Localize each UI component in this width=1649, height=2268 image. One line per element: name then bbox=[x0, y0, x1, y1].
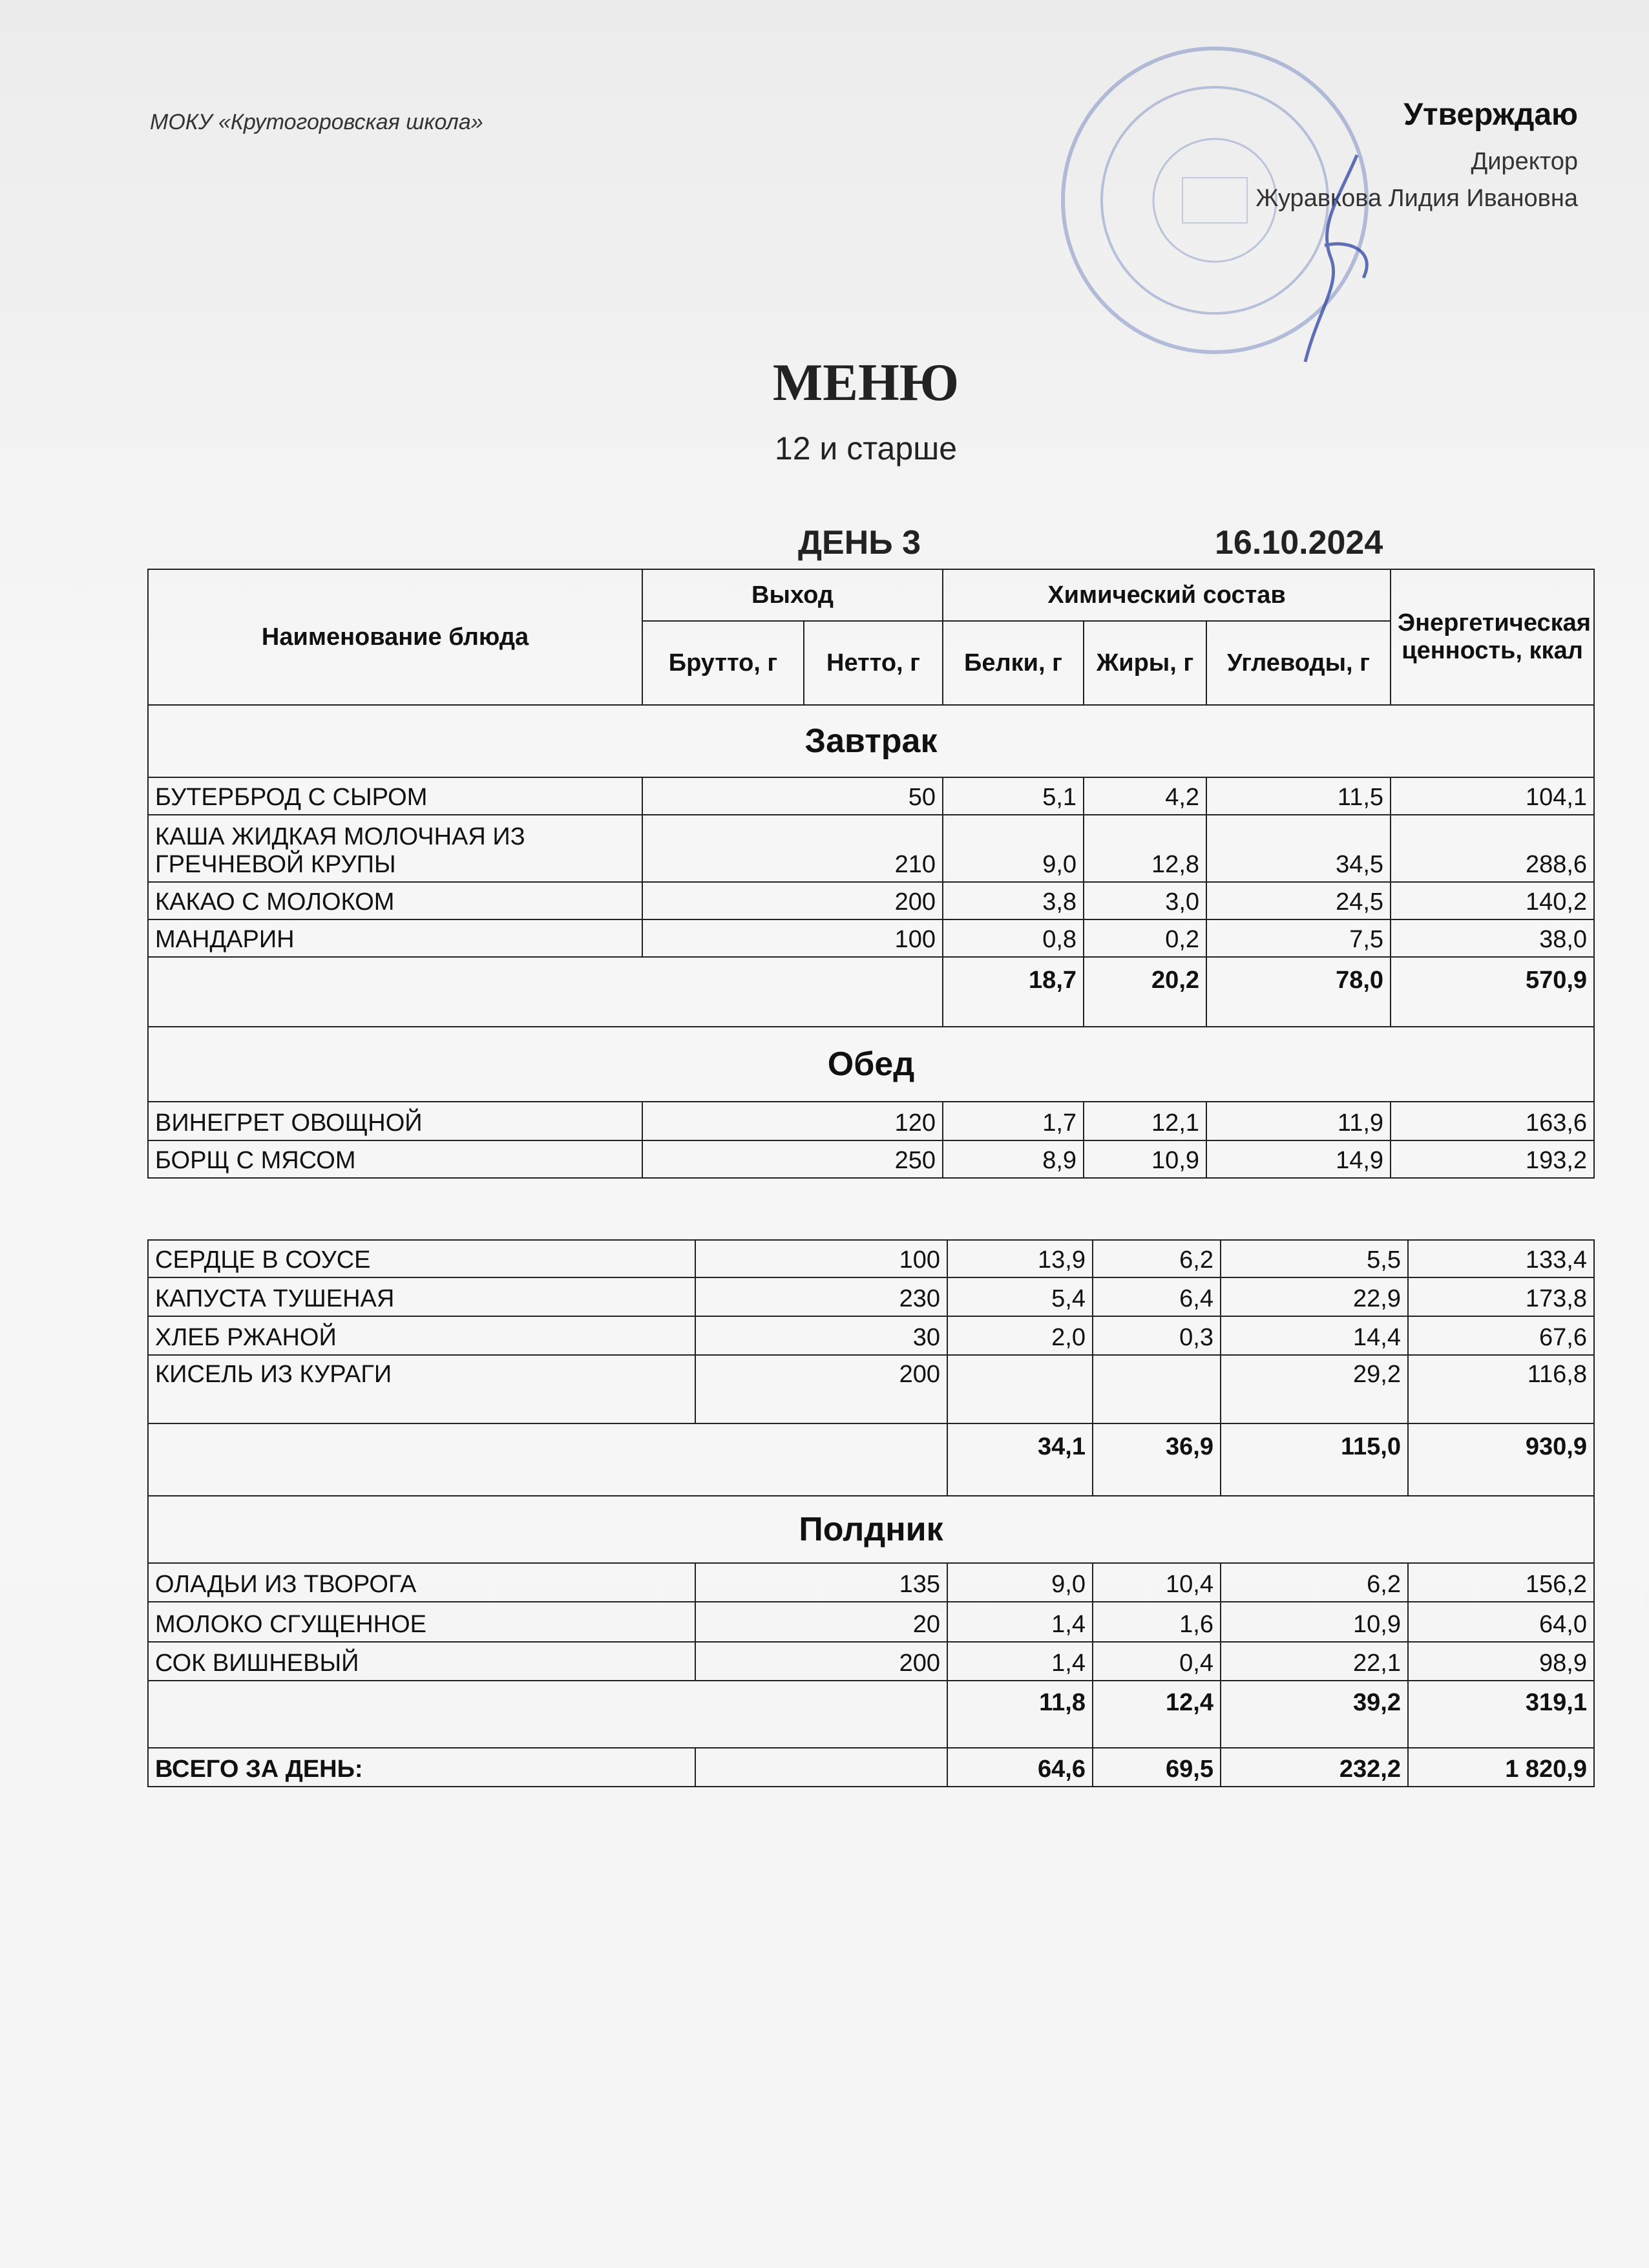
header-chemical: Химический состав bbox=[943, 569, 1391, 621]
protein-cell: 1,4 bbox=[947, 1642, 1093, 1681]
table-row bbox=[148, 1602, 1594, 1642]
dish-name: СЕРДЦЕ В СОУСЕ bbox=[148, 1240, 695, 1277]
dish-name: ОЛАДЬИ ИЗ ТВОРОГА bbox=[148, 1563, 695, 1602]
protein-cell: 3,8 bbox=[943, 882, 1084, 919]
section-snack: Полдник bbox=[148, 1496, 1594, 1563]
carb-total: 39,2 bbox=[1221, 1681, 1408, 1748]
section-breakfast: Завтрак bbox=[148, 705, 1594, 777]
protein-cell: 0,8 bbox=[943, 919, 1084, 957]
fat-cell: 4,2 bbox=[1084, 777, 1206, 815]
netto-cell: 20 bbox=[695, 1602, 947, 1642]
carb-cell: 22,1 bbox=[1221, 1642, 1408, 1681]
day-total-row bbox=[148, 1748, 1594, 1787]
carb-cell: 11,9 bbox=[1206, 1102, 1391, 1140]
fat-cell: 6,4 bbox=[1093, 1277, 1221, 1316]
energy-cell: 193,2 bbox=[1391, 1140, 1594, 1178]
table-row bbox=[148, 777, 1594, 815]
carb-cell: 11,5 bbox=[1206, 777, 1391, 815]
fat-cell: 3,0 bbox=[1084, 882, 1206, 919]
energy-total: 930,9 bbox=[1408, 1423, 1594, 1496]
header-energy: Энергетическая ценность, ккал bbox=[1391, 569, 1594, 705]
header-dish-name: Наименование блюда bbox=[148, 569, 642, 705]
fat-cell: 12,8 bbox=[1084, 815, 1206, 882]
carb-cell: 22,9 bbox=[1221, 1277, 1408, 1316]
dish-name: КАПУСТА ТУШЕНАЯ bbox=[148, 1277, 695, 1316]
header-brutto: Брутто, г bbox=[642, 621, 804, 705]
fat-cell: 0,3 bbox=[1093, 1316, 1221, 1355]
carb-cell: 34,5 bbox=[1206, 815, 1391, 882]
table-row bbox=[148, 1316, 1594, 1355]
subtotal-row bbox=[148, 1423, 1594, 1496]
energy-cell: 67,6 bbox=[1408, 1316, 1594, 1355]
energy-cell: 163,6 bbox=[1391, 1102, 1594, 1140]
protein-total: 18,7 bbox=[943, 957, 1084, 1027]
fat-cell: 12,1 bbox=[1084, 1102, 1206, 1140]
carb-cell: 7,5 bbox=[1206, 919, 1391, 957]
subtotal-row bbox=[148, 957, 1594, 1027]
fat-total: 36,9 bbox=[1093, 1423, 1221, 1496]
protein-cell: 5,1 bbox=[943, 777, 1084, 815]
director-position: Директор bbox=[1471, 148, 1578, 175]
energy-cell: 98,9 bbox=[1408, 1642, 1594, 1681]
organization-name: МОКУ «Крутогоровская школа» bbox=[150, 110, 483, 134]
dish-name: БОРЩ С МЯСОМ bbox=[148, 1140, 642, 1178]
energy-cell: 38,0 bbox=[1391, 919, 1594, 957]
protein-cell: 1,4 bbox=[947, 1602, 1093, 1642]
dish-name: БУТЕРБРОД С СЫРОМ bbox=[148, 777, 642, 815]
energy-cell: 156,2 bbox=[1408, 1563, 1594, 1602]
day-total-label: ВСЕГО ЗА ДЕНЬ: bbox=[148, 1748, 695, 1787]
table-row bbox=[148, 882, 1594, 919]
dish-name: СОК ВИШНЕВЫЙ bbox=[148, 1642, 695, 1681]
protein-cell: 13,9 bbox=[947, 1240, 1093, 1277]
table-row bbox=[148, 1240, 1594, 1277]
fat-cell: 6,2 bbox=[1093, 1240, 1221, 1277]
carb-cell: 24,5 bbox=[1206, 882, 1391, 919]
carb-cell: 5,5 bbox=[1221, 1240, 1408, 1277]
protein-cell: 1,7 bbox=[943, 1102, 1084, 1140]
fat-cell: 0,2 bbox=[1084, 919, 1206, 957]
table-row bbox=[148, 1642, 1594, 1681]
signature bbox=[1279, 149, 1409, 368]
netto-cell: 120 bbox=[642, 1102, 943, 1140]
day-total-netto bbox=[695, 1748, 947, 1787]
carb-cell: 14,4 bbox=[1221, 1316, 1408, 1355]
header-fat: Жиры, г bbox=[1084, 621, 1206, 705]
energy-cell: 288,6 bbox=[1391, 815, 1594, 882]
page-title: МЕНЮ bbox=[772, 353, 960, 412]
netto-cell: 100 bbox=[695, 1240, 947, 1277]
subtotal-label bbox=[148, 957, 943, 1027]
carb-cell: 29,2 bbox=[1221, 1355, 1408, 1423]
fat-cell bbox=[1093, 1355, 1221, 1423]
fat-cell: 10,4 bbox=[1093, 1563, 1221, 1602]
protein-total: 64,6 bbox=[947, 1748, 1093, 1787]
carb-total: 232,2 bbox=[1221, 1748, 1408, 1787]
protein-cell bbox=[947, 1355, 1093, 1423]
energy-total: 570,9 bbox=[1391, 957, 1594, 1027]
header-protein: Белки, г bbox=[943, 621, 1084, 705]
table-row bbox=[148, 1277, 1594, 1316]
protein-cell: 2,0 bbox=[947, 1316, 1093, 1355]
energy-cell: 104,1 bbox=[1391, 777, 1594, 815]
carb-cell: 6,2 bbox=[1221, 1563, 1408, 1602]
energy-total: 319,1 bbox=[1408, 1681, 1594, 1748]
subtotal-label bbox=[148, 1423, 947, 1496]
header-netto: Нетто, г bbox=[804, 621, 943, 705]
table-row bbox=[148, 1102, 1594, 1140]
dish-name: КИСЕЛЬ ИЗ КУРАГИ bbox=[148, 1355, 695, 1423]
netto-cell: 230 bbox=[695, 1277, 947, 1316]
fat-cell: 1,6 bbox=[1093, 1602, 1221, 1642]
netto-cell: 30 bbox=[695, 1316, 947, 1355]
protein-total: 11,8 bbox=[947, 1681, 1093, 1748]
energy-cell: 133,4 bbox=[1408, 1240, 1594, 1277]
dish-name: МОЛОКО СГУЩЕННОЕ bbox=[148, 1602, 695, 1642]
fat-cell: 10,9 bbox=[1084, 1140, 1206, 1178]
menu-date: 16.10.2024 bbox=[1215, 524, 1383, 562]
energy-cell: 140,2 bbox=[1391, 882, 1594, 919]
energy-cell: 64,0 bbox=[1408, 1602, 1594, 1642]
netto-cell: 250 bbox=[642, 1140, 943, 1178]
energy-cell: 173,8 bbox=[1408, 1277, 1594, 1316]
age-group: 12 и старше bbox=[774, 430, 958, 467]
netto-cell: 200 bbox=[695, 1642, 947, 1681]
protein-cell: 5,4 bbox=[947, 1277, 1093, 1316]
dish-name: КАША ЖИДКАЯ МОЛОЧНАЯ ИЗ ГРЕЧНЕВОЙ КРУПЫ bbox=[148, 815, 642, 882]
netto-cell: 200 bbox=[642, 882, 943, 919]
protein-total: 34,1 bbox=[947, 1423, 1093, 1496]
table-row bbox=[148, 919, 1594, 957]
menu-table-part-1 bbox=[147, 569, 1595, 1179]
protein-cell: 8,9 bbox=[943, 1140, 1084, 1178]
energy-cell: 116,8 bbox=[1408, 1355, 1594, 1423]
section-lunch: Обед bbox=[148, 1027, 1594, 1102]
carb-total: 115,0 bbox=[1221, 1423, 1408, 1496]
netto-cell: 50 bbox=[642, 777, 943, 815]
header-output: Выход bbox=[642, 569, 943, 621]
fat-total: 69,5 bbox=[1093, 1748, 1221, 1787]
header-carb: Углеводы, г bbox=[1206, 621, 1391, 705]
subtotal-row bbox=[148, 1681, 1594, 1748]
energy-total: 1 820,9 bbox=[1408, 1748, 1594, 1787]
carb-cell: 10,9 bbox=[1221, 1602, 1408, 1642]
subtotal-label bbox=[148, 1681, 947, 1748]
protein-cell: 9,0 bbox=[943, 815, 1084, 882]
carb-cell: 14,9 bbox=[1206, 1140, 1391, 1178]
fat-total: 20,2 bbox=[1084, 957, 1206, 1027]
carb-total: 78,0 bbox=[1206, 957, 1391, 1027]
table-row bbox=[148, 815, 1594, 882]
table-row bbox=[148, 1355, 1594, 1423]
table-row bbox=[148, 1140, 1594, 1178]
table-row bbox=[148, 1563, 1594, 1602]
fat-total: 12,4 bbox=[1093, 1681, 1221, 1748]
approve-label: Утверждаю bbox=[1403, 98, 1578, 132]
netto-cell: 210 bbox=[642, 815, 943, 882]
dish-name: МАНДАРИН bbox=[148, 919, 642, 957]
protein-cell: 9,0 bbox=[947, 1563, 1093, 1602]
dish-name: ВИНЕГРЕТ ОВОЩНОЙ bbox=[148, 1102, 642, 1140]
netto-cell: 200 bbox=[695, 1355, 947, 1423]
menu-table-part-2 bbox=[147, 1239, 1595, 1787]
dish-name: КАКАО С МОЛОКОМ bbox=[148, 882, 642, 919]
dish-name: ХЛЕБ РЖАНОЙ bbox=[148, 1316, 695, 1355]
fat-cell: 0,4 bbox=[1093, 1642, 1221, 1681]
netto-cell: 100 bbox=[642, 919, 943, 957]
director-name: Журавкова Лидия Ивановна bbox=[1255, 185, 1578, 212]
netto-cell: 135 bbox=[695, 1563, 947, 1602]
day-label: ДЕНЬ 3 bbox=[798, 524, 921, 562]
